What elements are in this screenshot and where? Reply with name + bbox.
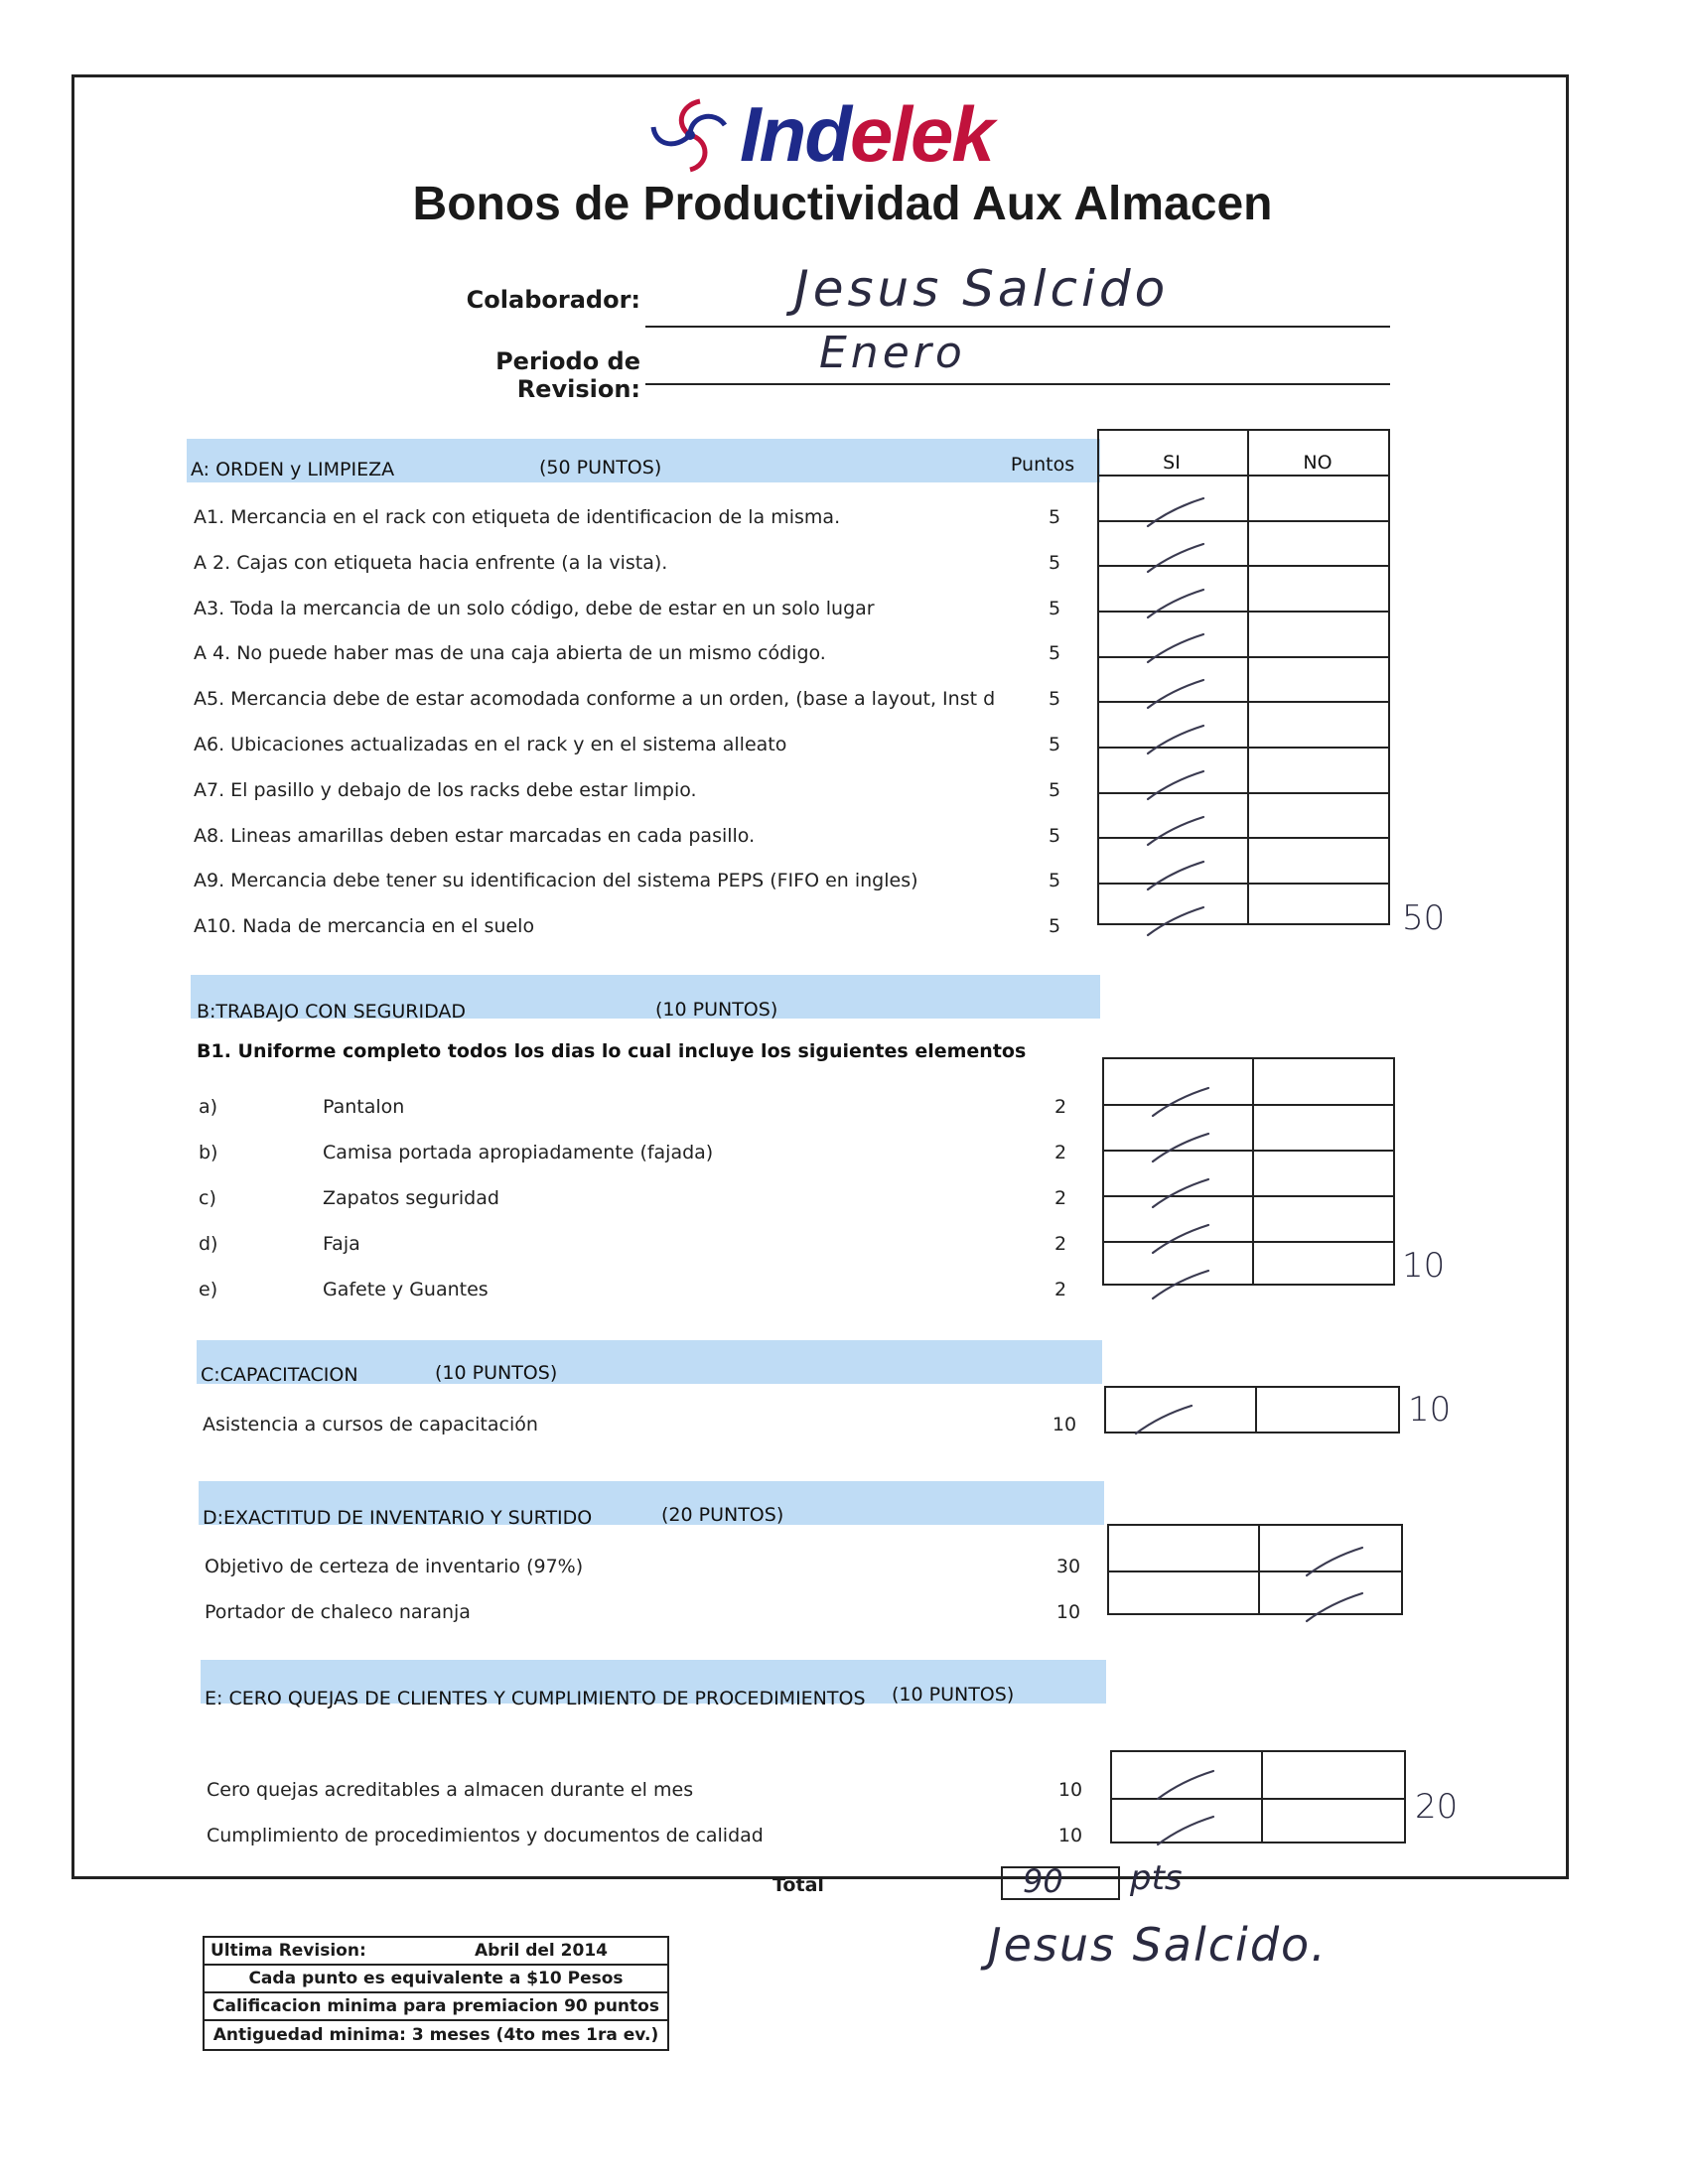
item-points: 5 — [1048, 734, 1061, 755]
logo-wordmark: Indelek — [740, 90, 993, 178]
form-title: Bonos de Productividad Aux Almacen — [412, 178, 1273, 230]
checkmark-icon[interactable] — [1142, 540, 1211, 576]
section-a-points: (50 PUNTOS) — [539, 457, 662, 478]
item-points: 5 — [1048, 551, 1061, 574]
section-b-subtitle: B1. Uniforme completo todos los dias lo cual incluye los siguientes elementos — [197, 1040, 1027, 1062]
section-d-points: (20 PUNTOS) — [661, 1504, 784, 1526]
total-unit: pts — [1130, 1858, 1183, 1898]
item-text: Objetivo de certeza de inventario (97%) — [205, 1556, 584, 1577]
item-text: Pantalon — [323, 1096, 405, 1118]
section-b-points: (10 PUNTOS) — [655, 999, 778, 1021]
item-points: 10 — [1057, 1825, 1083, 1846]
section-a-subtotal: 50 — [1402, 898, 1446, 938]
checkmark-icon[interactable] — [1142, 722, 1211, 757]
item-text: Faja — [323, 1233, 360, 1255]
checkmark-icon[interactable] — [1142, 630, 1211, 666]
checkmark-icon[interactable] — [1142, 858, 1211, 893]
section-c-points: (10 PUNTOS) — [435, 1362, 558, 1384]
item-points: 5 — [1048, 506, 1061, 528]
item-text: A6. Ubicaciones actualizadas en el rack y en el sistema alleato — [194, 734, 787, 755]
item-points: 5 — [1048, 778, 1061, 801]
item-points: 2 — [1053, 1096, 1067, 1118]
checkmark-icon[interactable] — [1142, 494, 1211, 530]
item-points: 5 — [1048, 824, 1061, 847]
item-points: 5 — [1048, 915, 1061, 938]
item-text: A3. Toda la mercancia de un solo código, debe de estar en un solo lugar — [194, 597, 875, 619]
item-text: Camisa portada apropiadamente (fajada) — [323, 1142, 714, 1163]
item-points: 2 — [1053, 1142, 1067, 1163]
item-points: 2 — [1053, 1279, 1067, 1300]
checkmark-icon[interactable] — [1147, 1084, 1216, 1120]
revision-label: Ultima Revision: — [211, 1941, 366, 1961]
periodo-label: Periodo de Revision: — [495, 347, 640, 403]
checkmark-icon[interactable] — [1152, 1767, 1221, 1803]
section-e-points: (10 PUNTOS) — [892, 1684, 1015, 1706]
item-points: 30 — [1055, 1556, 1081, 1577]
section-a-title: A: ORDEN y LIMPIEZA — [191, 459, 395, 480]
item-points: 5 — [1048, 642, 1061, 665]
column-no: NO — [1303, 452, 1333, 474]
info-line-1: Cada punto es equivalente a $10 Pesos — [205, 1966, 667, 1993]
item-text: A10. Nada de mercancia en el suelo — [194, 915, 535, 938]
item-letter: d) — [199, 1233, 218, 1255]
checkmark-icon[interactable] — [1152, 1813, 1221, 1848]
section-c-title: C:CAPACITACION — [201, 1364, 358, 1386]
item-points: 5 — [1048, 597, 1061, 619]
item-points: 5 — [1048, 870, 1061, 892]
checkmark-icon[interactable] — [1142, 813, 1211, 849]
item-letter: e) — [199, 1279, 218, 1300]
revision-value: Abril del 2014 — [474, 1941, 608, 1961]
section-b-subtotal: 10 — [1402, 1246, 1446, 1286]
info-line-2: Calificacion minima para premiacion 90 puntos — [205, 1993, 667, 2021]
revision-info-table — [203, 1936, 669, 2051]
section-b-title: B:TRABAJO CON SEGURIDAD — [197, 1001, 467, 1023]
item-text: A 2. Cajas con etiqueta hacia enfrente (a la vista). — [194, 551, 668, 574]
colaborador-value[interactable]: Jesus Salcido — [794, 260, 1170, 318]
item-text: A8. Lineas amarillas deben estar marcadas en cada pasillo. — [194, 824, 756, 847]
indelek-logo — [645, 90, 1062, 178]
colaborador-label: Colaborador: — [466, 286, 640, 314]
item-points: 10 — [1057, 1779, 1083, 1801]
item-text: Asistencia a cursos de capacitación — [203, 1414, 538, 1435]
item-text: A7. El pasillo y debajo de los racks debe estar limpio. — [194, 778, 697, 801]
signature: Jesus Salcido. — [988, 1918, 1328, 1972]
checkmark-icon[interactable] — [1301, 1589, 1370, 1625]
checkmark-icon[interactable] — [1142, 676, 1211, 712]
item-letter: c) — [199, 1187, 216, 1209]
item-letter: a) — [199, 1096, 218, 1118]
section-c-subtotal: 10 — [1408, 1390, 1452, 1430]
total-label: Total — [772, 1874, 824, 1896]
checkmark-icon[interactable] — [1130, 1402, 1199, 1437]
item-points: 10 — [1052, 1414, 1077, 1435]
item-text: A1. Mercancia en el rack con etiqueta de identificacion de la misma. — [194, 506, 841, 528]
revision-row — [205, 1938, 667, 1966]
info-line-3: Antiguedad minima: 3 meses (4to mes 1ra ev.) — [212, 2025, 659, 2045]
item-text: Gafete y Guantes — [323, 1279, 489, 1300]
column-si: SI — [1163, 452, 1181, 474]
section-e-title: E: CERO QUEJAS DE CLIENTES Y CUMPLIMIENTO DE PROCEDIMIENTOS — [205, 1688, 866, 1709]
section-e-subtotal: 20 — [1415, 1787, 1459, 1827]
section-d-title: D:EXACTITUD DE INVENTARIO Y SURTIDO — [203, 1507, 593, 1529]
column-puntos: Puntos — [1010, 454, 1075, 476]
colaborador-underline — [645, 326, 1390, 328]
item-points: 10 — [1055, 1601, 1081, 1623]
checkmark-icon[interactable] — [1147, 1130, 1216, 1165]
checkmark-icon[interactable] — [1142, 903, 1211, 939]
item-points: 2 — [1053, 1233, 1067, 1255]
item-text: Cumplimiento de procedimientos y documentos de calidad — [207, 1825, 764, 1846]
checkmark-icon[interactable] — [1301, 1544, 1370, 1579]
item-points: 5 — [1048, 688, 1061, 711]
total-box[interactable] — [1001, 1862, 1120, 1900]
checkmark-icon[interactable] — [1142, 767, 1211, 803]
periodo-underline — [645, 383, 1390, 385]
item-text: Portador de chaleco naranja — [205, 1601, 471, 1623]
swirl-logo-icon — [645, 95, 735, 175]
checkmark-icon[interactable] — [1147, 1221, 1216, 1257]
item-text: A9. Mercancia debe tener su identificacion del sistema PEPS (FIFO en ingles) — [194, 870, 918, 892]
item-points: 2 — [1053, 1187, 1067, 1209]
periodo-value[interactable]: Enero — [819, 328, 966, 378]
item-letter: b) — [199, 1142, 218, 1163]
checkmark-icon[interactable] — [1142, 586, 1211, 621]
total-value: 90 — [1023, 1862, 1063, 1900]
checkmark-icon[interactable] — [1147, 1175, 1216, 1211]
item-text: A5. Mercancia debe de estar acomodada conforme a un orden, (base a layout, Inst d — [194, 688, 996, 711]
item-text: A 4. No puede haber mas de una caja abierta de un mismo código. — [194, 642, 826, 665]
item-text: Zapatos seguridad — [323, 1187, 499, 1209]
checkmark-icon[interactable] — [1147, 1267, 1216, 1302]
item-text: Cero quejas acreditables a almacen durante el mes — [207, 1779, 694, 1801]
